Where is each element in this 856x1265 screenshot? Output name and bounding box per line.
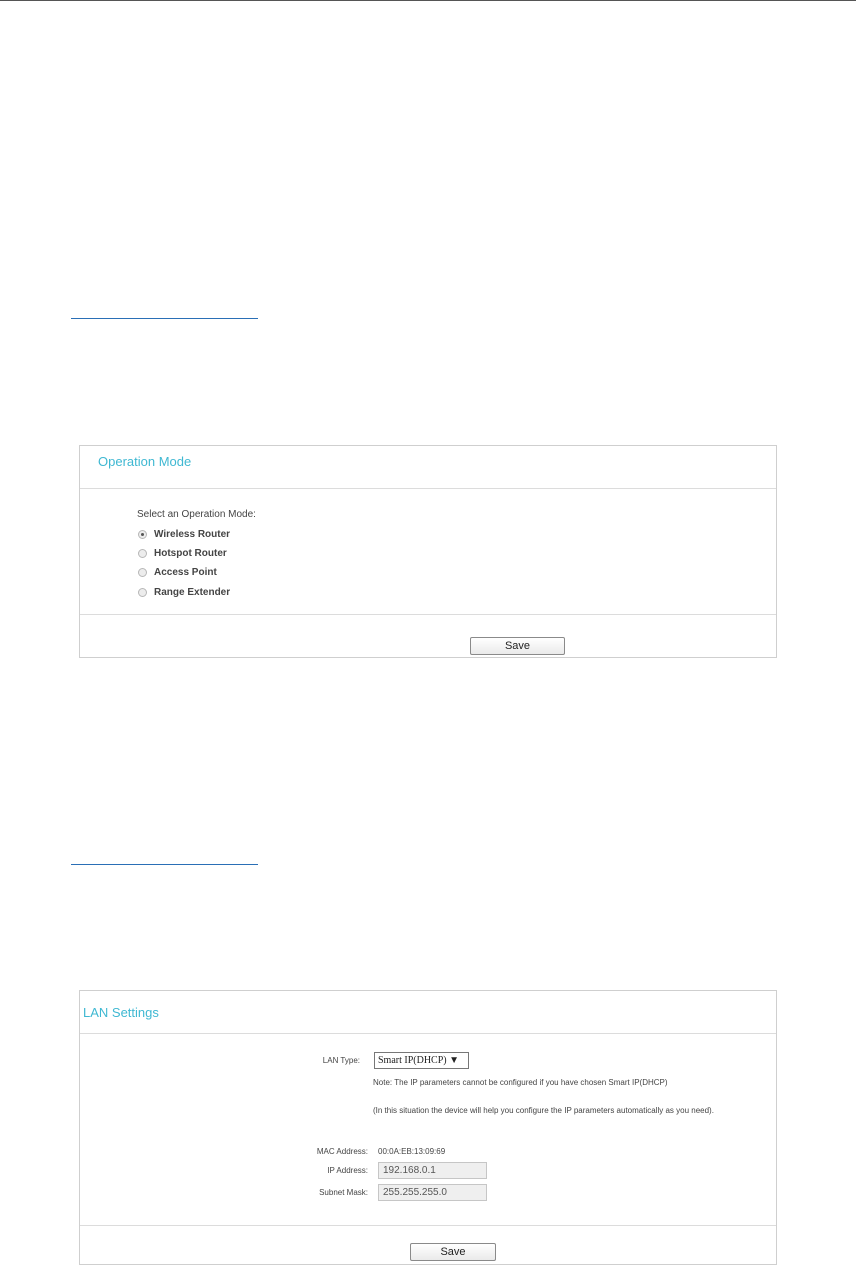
- radio-access-point[interactable]: [138, 567, 217, 578]
- save-button[interactable]: Save: [410, 1243, 496, 1261]
- ip-address-label: IP Address:: [327, 1166, 368, 1175]
- radio-label: Hotspot Router: [154, 548, 227, 559]
- divider: [80, 488, 776, 489]
- operation-mode-prompt: Select an Operation Mode:: [137, 509, 256, 520]
- divider: [80, 614, 776, 615]
- subnet-mask-input[interactable]: [378, 1184, 487, 1201]
- lan-type-select[interactable]: Smart IP(DHCP) ▼: [374, 1052, 469, 1069]
- divider: [80, 1033, 776, 1034]
- radio-hotspot-router[interactable]: [138, 548, 227, 559]
- panel-title: Operation Mode: [98, 454, 192, 469]
- link-underline-1: [71, 318, 258, 319]
- mac-address-value: 00:0A:EB:13:09:69: [378, 1147, 446, 1156]
- radio-checked-icon[interactable]: [138, 530, 147, 539]
- ip-address-input[interactable]: [378, 1162, 487, 1179]
- radio-wireless-router[interactable]: [138, 529, 230, 540]
- radio-unchecked-icon[interactable]: [138, 588, 147, 597]
- save-button[interactable]: Save: [470, 637, 565, 655]
- operation-mode-panel: [79, 445, 777, 658]
- note-text: Note: The IP parameters cannot be configured if you have chosen Smart IP(DHCP): [373, 1078, 668, 1087]
- subnet-mask-label: Subnet Mask:: [319, 1188, 368, 1197]
- radio-range-extender[interactable]: [138, 587, 230, 598]
- radio-label: Wireless Router: [154, 529, 231, 540]
- note-text-2: (In this situation the device will help you configure the IP parameters automatically as you need).: [373, 1106, 714, 1115]
- lan-type-label: LAN Type:: [322, 1056, 360, 1065]
- radio-label: Access Point: [154, 567, 217, 578]
- top-rule: [0, 0, 856, 1]
- radio-unchecked-icon[interactable]: [138, 549, 147, 558]
- radio-unchecked-icon[interactable]: [138, 568, 147, 577]
- link-underline-2: [71, 864, 258, 865]
- lan-settings-panel: [79, 990, 777, 1265]
- panel-title: LAN Settings: [83, 1005, 159, 1020]
- mac-address-label: MAC Address:: [316, 1147, 368, 1156]
- divider: [80, 1225, 776, 1226]
- radio-label: Range Extender: [154, 587, 231, 598]
